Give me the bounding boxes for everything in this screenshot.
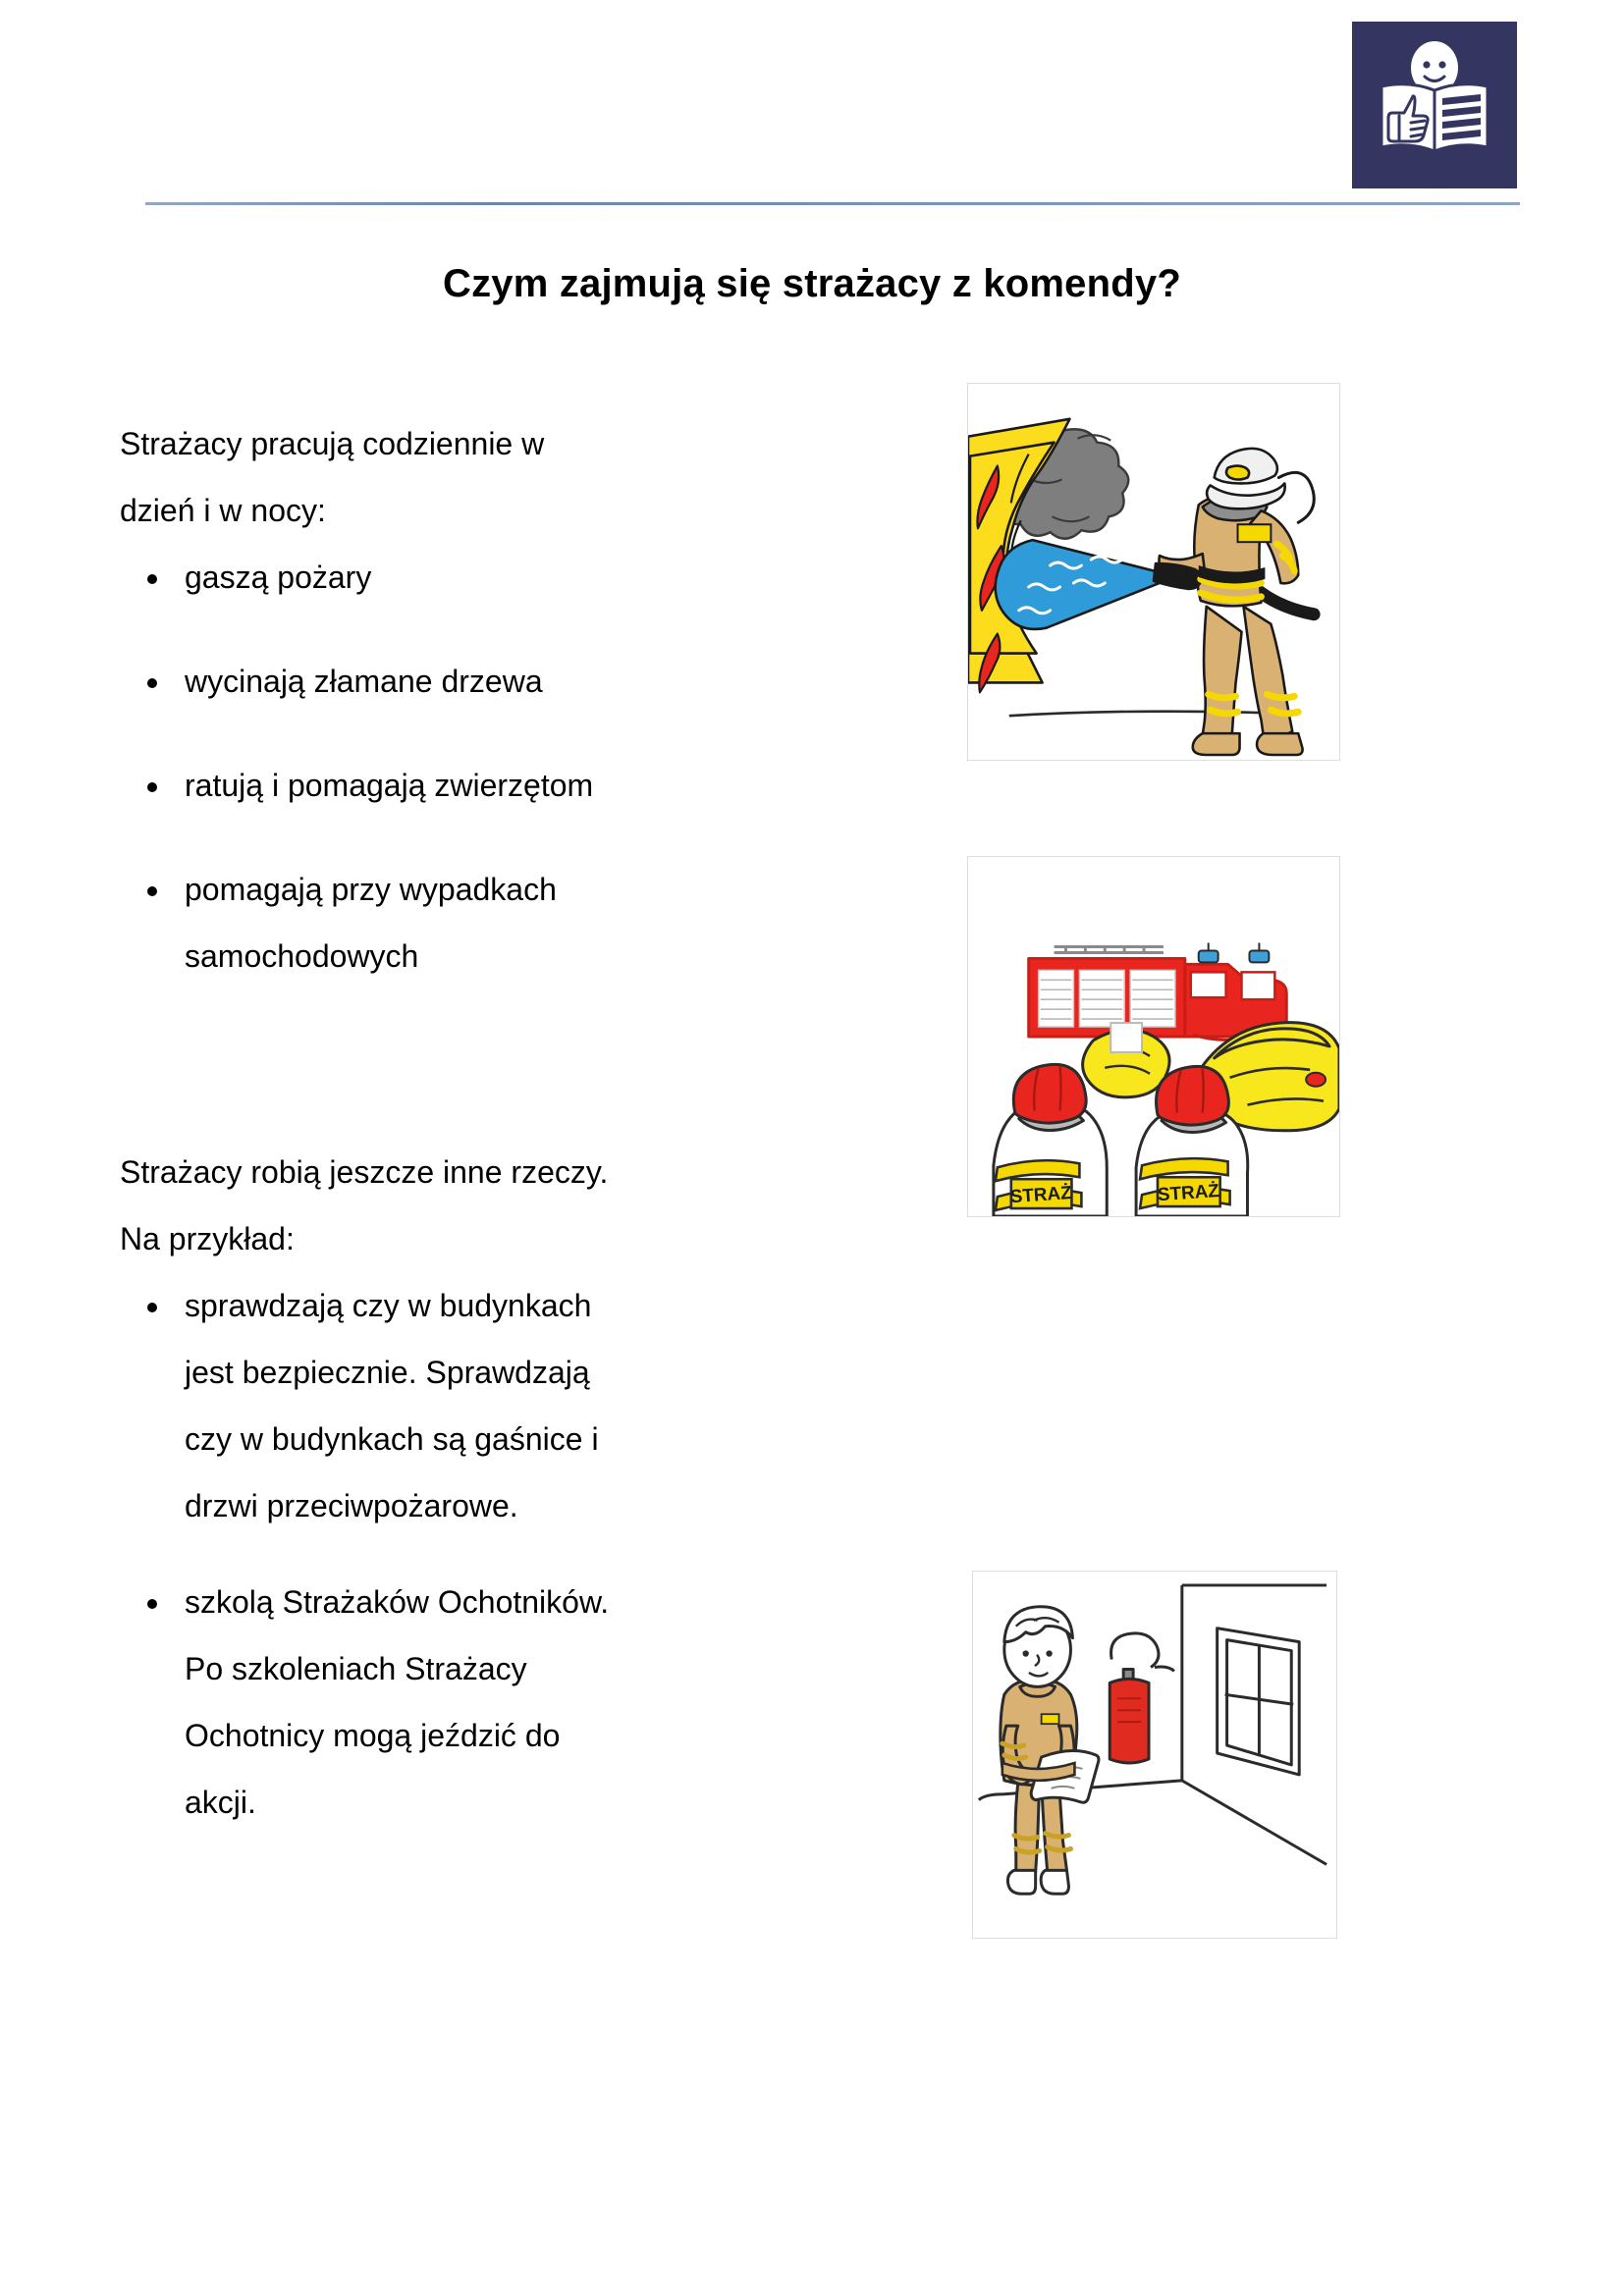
car-accident-scene-graphic [968, 857, 1339, 1216]
list-item: ratują i pomagają zwierzętom [120, 752, 807, 819]
training-line-1: szkolą Strażaków Ochotników. [185, 1584, 610, 1620]
list-spacer [120, 715, 807, 752]
other-paragraph-line-1: Strażacy robią jeszcze inne rzeczy. [120, 1154, 609, 1190]
list-spacer [120, 611, 807, 648]
list-item: wycinają złamane drzewa [120, 648, 807, 715]
firefighters-at-car-accident-illustration [967, 856, 1340, 1217]
list-item-line-2: samochodowych [185, 938, 419, 974]
inspection-line-3: czy w budynkach są gaśnice i [185, 1421, 599, 1457]
header-divider [145, 202, 1520, 205]
easy-to-read-logo-graphic [1352, 22, 1517, 188]
list-spacer [120, 819, 807, 856]
easy-to-read-logo [1352, 22, 1517, 188]
page-title: Czym zajmują się strażacy z komendy? [443, 261, 1181, 305]
training-line-4: akcji. [185, 1785, 256, 1820]
building-inspection-scene-graphic [973, 1572, 1336, 1938]
inspection-line-4: drzwi przeciwpożarowe. [185, 1488, 518, 1523]
intro-paragraph-line-1: Strażacy pracują codziennie w [120, 426, 545, 461]
firefighter-extinguishing-fire-illustration [967, 383, 1340, 761]
training-line-2: Po szkoleniach Strażacy [185, 1651, 527, 1686]
list-item [120, 1569, 807, 1836]
other-paragraph-line-2: Na przykład: [120, 1221, 295, 1256]
inspection-line-2: jest bezpiecznie. Sprawdzają [185, 1355, 590, 1390]
intro-paragraph-line-2: dzień i w nocy: [120, 493, 326, 528]
list-item [120, 856, 807, 989]
section-gap [120, 989, 807, 1139]
list-item-line-1: pomagają przy wypadkach [185, 872, 557, 907]
list-spacer [120, 1539, 807, 1569]
vest-label-left: STRAŻ [1009, 1182, 1073, 1208]
duties-list [120, 544, 807, 989]
training-line-3: Ochotnicy mogą jeździć do [185, 1718, 561, 1753]
inspection-line-1: sprawdzają czy w budynkach [185, 1288, 592, 1323]
list-item [120, 1272, 807, 1539]
list-item: gaszą pożary [120, 544, 807, 611]
firefighter-building-inspection-illustration [972, 1571, 1337, 1939]
examples-list [120, 1272, 807, 1836]
body-text-column [120, 410, 807, 1836]
vest-label-right: STRAŻ [1157, 1180, 1220, 1206]
fire-scene-graphic [968, 384, 1339, 760]
